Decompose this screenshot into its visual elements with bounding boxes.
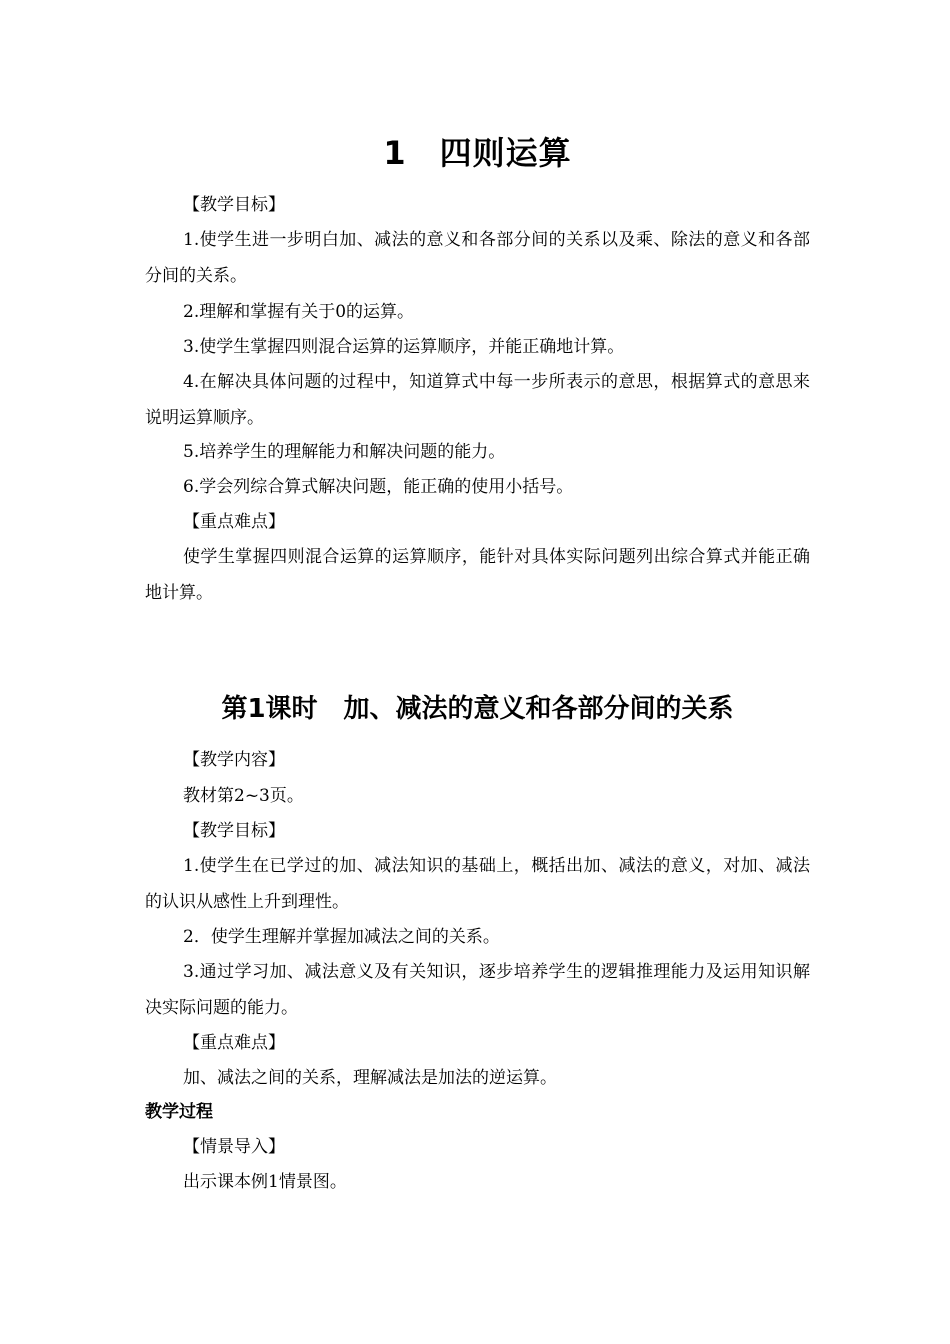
lesson-key-text: 加、减法之间的关系，理解减法是加法的逆运算。 (183, 1068, 557, 1088)
goal-item-4: 4.在解决具体问题的过程中，知道算式中每一步所表示的意思，根据算式的意思来说明运算顺序。 (145, 372, 810, 428)
goal-item-1: 1.使学生进一步明白加、减法的意义和各部分间的关系以及乘、除法的意义和各部分间的关系。 (145, 230, 810, 286)
goals-header: 【教学目标】 (183, 195, 285, 215)
content-text: 教材第2~3页。 (183, 786, 304, 806)
goal-item-6: 6.学会列综合算式解决问题，能正确的使用小括号。 (183, 477, 574, 497)
lesson-goal-item-2: 2．使学生理解并掌握加减法之间的关系。 (183, 927, 500, 947)
lesson-goal-item-3: 3.通过学习加、减法意义及有关知识，逐步培养学生的逻辑推理能力及运用知识解决实际问题的能力。 (145, 962, 810, 1018)
goal-item-5: 5.培养学生的理解能力和解决问题的能力。 (183, 442, 506, 462)
lesson-goal-item-1: 1.使学生在已学过的加、减法知识的基础上，概括出加、减法的意义，对加、减法的认识从感性上升到理性。 (145, 856, 810, 912)
goal-item-2: 2.理解和掌握有关于0的运算。 (183, 302, 415, 322)
intro-text: 出示课本例1情景图。 (183, 1172, 347, 1192)
intro-header: 【情景导入】 (183, 1137, 285, 1157)
lesson-goals-header: 【教学目标】 (183, 821, 285, 841)
lesson-key-header: 【重点难点】 (183, 1033, 285, 1053)
content-header: 【教学内容】 (183, 750, 285, 770)
key-points-text: 使学生掌握四则混合运算的运算顺序，能针对具体实际问题列出综合算式并能正确地计算。 (145, 547, 810, 603)
goal-item-3: 3.使学生掌握四则混合运算的运算顺序，并能正确地计算。 (183, 337, 625, 357)
key-points-header: 【重点难点】 (183, 512, 285, 532)
chapter-title: 1 四则运算 (383, 134, 572, 172)
process-header: 教学过程 (145, 1102, 213, 1122)
lesson-title: 第1课时 加、减法的意义和各部分间的关系 (221, 694, 734, 724)
